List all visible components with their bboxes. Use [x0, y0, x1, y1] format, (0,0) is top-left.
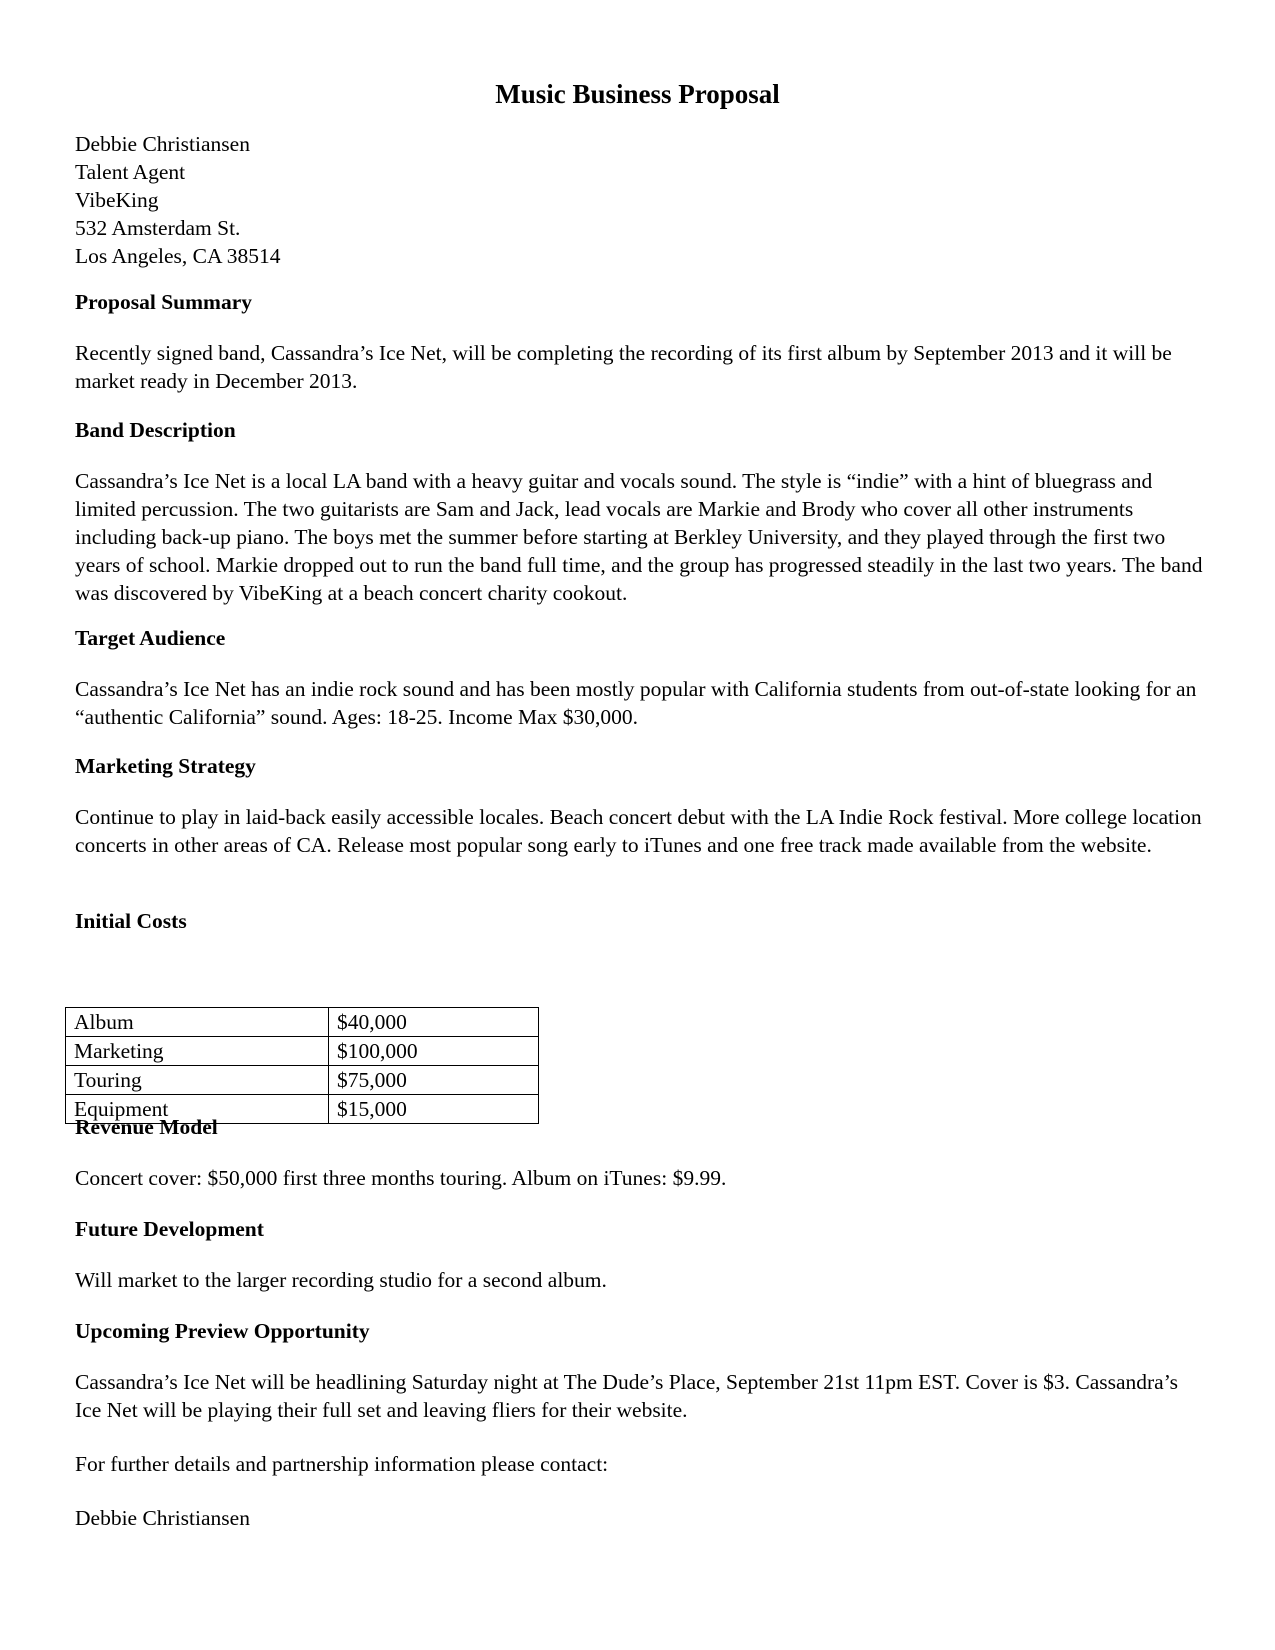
initial-costs-heading: Initial Costs	[75, 909, 187, 933]
contact-role: Talent Agent	[75, 160, 186, 184]
revenue-model-heading: Revenue Model	[75, 1115, 218, 1139]
page-title: Music Business Proposal	[495, 79, 780, 109]
signature-block	[75, 1504, 1205, 1532]
proposal-summary-text: Recently signed band, Cassandra’s Ice Net, will be completing the recording of its first album by September 2013 and it will be market ready in December 2013.	[75, 341, 1172, 393]
target-audience-heading: Target Audience	[75, 626, 226, 650]
future-development-body	[75, 1266, 1205, 1294]
cost-item: Touring	[66, 1066, 329, 1095]
contact-block	[75, 130, 1205, 270]
cost-item: Marketing	[66, 1037, 329, 1066]
revenue-model-text: Concert cover: $50,000 first three months touring. Album on iTunes: $9.99.	[75, 1166, 727, 1190]
closing-line	[75, 1450, 1205, 1478]
proposal-summary-heading: Proposal Summary	[75, 290, 252, 314]
initial-costs-table	[65, 1007, 539, 1124]
table-row	[66, 1037, 539, 1066]
future-development-heading: Future Development	[75, 1217, 264, 1241]
signature-name: Debbie Christiansen	[75, 1506, 250, 1530]
band-description-heading: Band Description	[75, 418, 236, 442]
cost-amount: $100,000	[329, 1037, 539, 1066]
future-development-text: Will market to the larger recording studio for a second album.	[75, 1268, 607, 1292]
upcoming-preview-heading: Upcoming Preview Opportunity	[75, 1319, 370, 1343]
cost-item: Album	[66, 1008, 329, 1037]
band-description-body	[75, 467, 1205, 607]
marketing-strategy-body	[75, 803, 1205, 859]
contact-name: Debbie Christiansen	[75, 132, 250, 156]
marketing-strategy-text: Continue to play in laid-back easily accessible locales. Beach concert debut with the LA Indie Rock festival. More college location concerts in other areas of CA. Release most popular song early to iTunes and one free track made available from the website.	[75, 805, 1202, 857]
target-audience-text: Cassandra’s Ice Net has an indie rock sound and has been mostly popular with California students from out-of-state looking for an “authentic California” sound. Ages: 18-25. Income Max $30,000.	[75, 677, 1197, 729]
contact-company: VibeKing	[75, 188, 159, 212]
proposal-summary-body	[75, 339, 1205, 395]
contact-city: Los Angeles, CA 38514	[75, 244, 281, 268]
cost-amount: $75,000	[329, 1066, 539, 1095]
band-description-text: Cassandra’s Ice Net is a local LA band with a heavy guitar and vocals sound. The style is “indie” with a hint of bluegrass and limited percussion. The two guitarists are Sam and Jack, lead vocals are Markie and Brody who cover all other instruments including back-up piano. The boys met the summer before starting at Berkley University, and they played through the first two years of school. Markie dropped out to run the band full time, and the group has progressed steadily in the last two years. The band was discovered by VibeKing at a beach concert charity cookout.	[75, 469, 1203, 605]
marketing-strategy-heading: Marketing Strategy	[75, 754, 256, 778]
cost-amount: $40,000	[329, 1008, 539, 1037]
table-row	[66, 1066, 539, 1095]
closing-text: For further details and partnership information please contact:	[75, 1452, 609, 1476]
cost-item: Equipment	[66, 1095, 329, 1124]
upcoming-preview-text: Cassandra’s Ice Net will be headlining Saturday night at The Dude’s Place, September 21st 11pm EST. Cover is $3. Cassandra’s Ice Net will be playing their full set and leaving fliers for their website.	[75, 1370, 1179, 1422]
contact-street: 532 Amsterdam St.	[75, 216, 241, 240]
upcoming-preview-body	[75, 1368, 1205, 1424]
table-row	[66, 1008, 539, 1037]
cost-amount: $15,000	[329, 1095, 539, 1124]
target-audience-body	[75, 675, 1205, 731]
revenue-model-body	[75, 1164, 1205, 1192]
